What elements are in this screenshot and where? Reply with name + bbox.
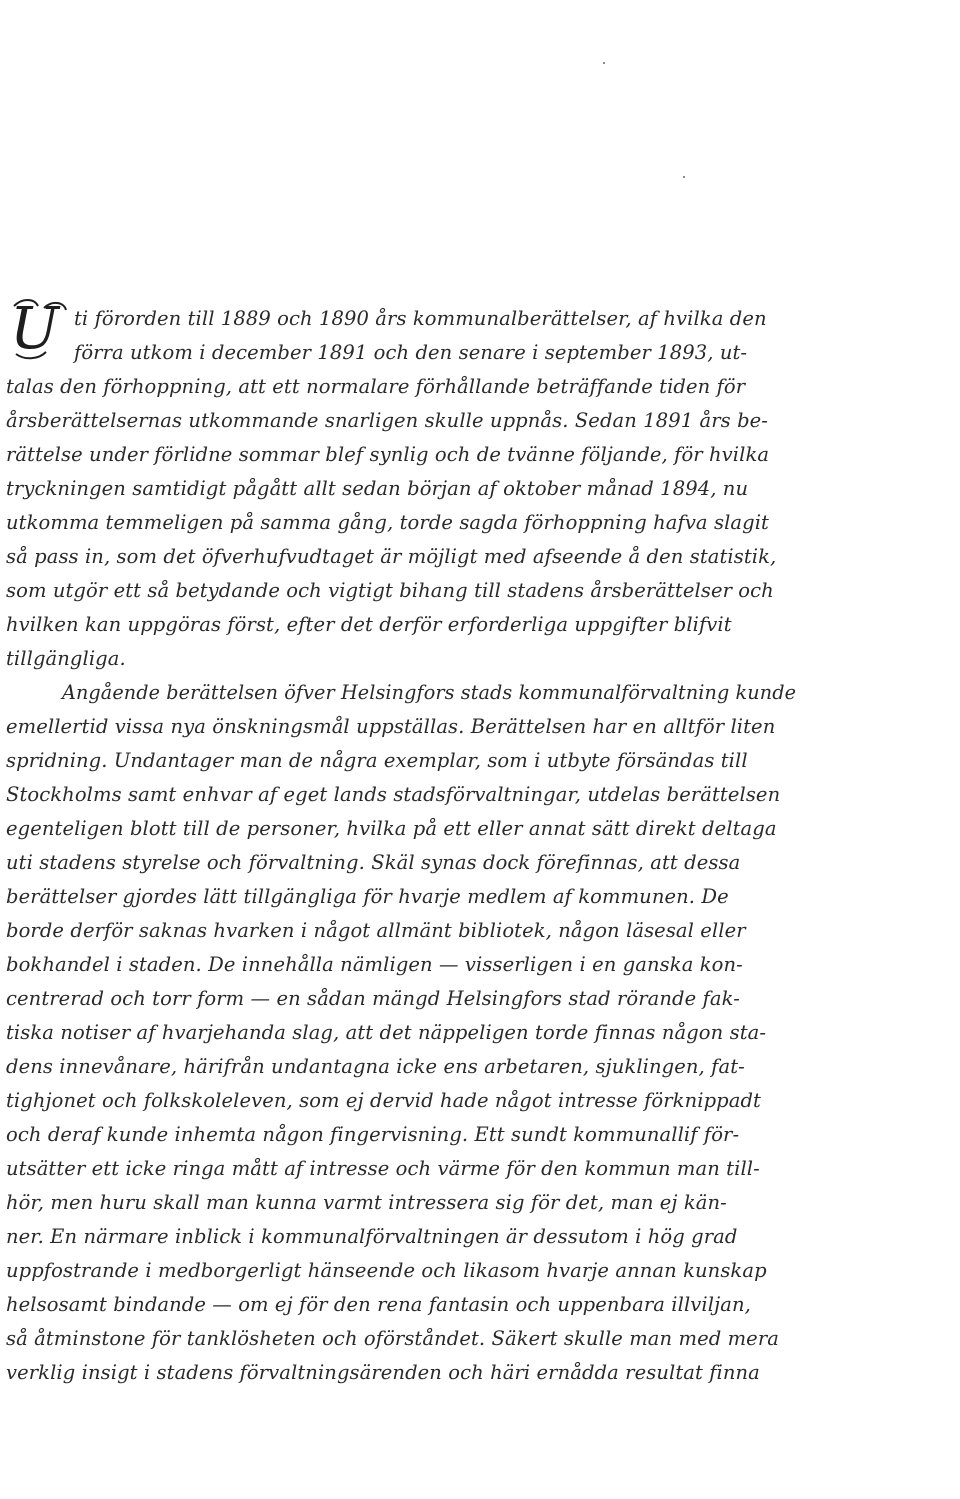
text-line: tillgängliga. <box>6 647 126 670</box>
initial-letter-glyph: U <box>10 296 59 362</box>
text-line: förra utkom i december 1891 och den senare i september 1893, ut- <box>74 341 748 364</box>
text-line: hör, men huru skall man kunna varmt intressera sig för det, man ej kän- <box>6 1191 727 1214</box>
paper-speck <box>603 62 605 64</box>
text-line: berättelser gjordes lätt tillgängliga för hvarje medlem af kommunen. De <box>6 885 729 908</box>
text-line: verklig insigt i stadens förvaltningsärenden och häri ernådda resultat finna <box>6 1361 760 1384</box>
text-line: så pass in, som det öfverhufvudtaget är möjligt med afseende å den statistik, <box>6 545 777 568</box>
text-line: talas den förhoppning, att ett normalare förhållande beträffande tiden för <box>6 375 746 398</box>
text-line: rättelse under förlidne sommar blef synlig och de tvänne följande, för hvilka <box>6 443 770 466</box>
text-line: Angående berättelsen öfver Helsingfors stads kommunalförvaltning kunde <box>62 681 797 704</box>
text-line: tryckningen samtidigt pågått allt sedan början af oktober månad 1894, nu <box>6 477 749 500</box>
text-line: hvilken kan uppgöras först, efter det derför erforderliga uppgifter blifvit <box>6 613 732 636</box>
text-line: egenteligen blott till de personer, hvilka på ett eller annat sätt direkt deltaga <box>6 817 777 840</box>
text-line: så åtminstone för tanklösheten och oförståndet. Säkert skulle man med mera <box>6 1327 779 1350</box>
text-line: uti stadens styrelse och förvaltning. Skäl synas dock förefinnas, att dessa <box>6 851 741 874</box>
text-line: bokhandel i staden. De innehålla nämligen — visserligen i en ganska kon- <box>6 953 743 976</box>
text-line: ti förorden till 1889 och 1890 års kommunalberättelser, af hvilka den <box>74 307 767 330</box>
text-line: utkomma temmeligen på samma gång, torde sagda förhoppning hafva slagit <box>6 511 769 534</box>
text-line: uppfostrande i medborgerligt hänseende och likasom hvarje annan kunskap <box>6 1259 767 1282</box>
text-line: Stockholms samt enhvar af eget lands stadsförvaltningar, utdelas berättelsen <box>6 783 781 806</box>
text-line: emellertid vissa nya önskningsmål uppställas. Berättelsen har en alltför liten <box>6 715 776 738</box>
text-line: utsätter ett icke ringa mått af intresse och värme för den kommun man till- <box>6 1157 760 1180</box>
paper-speck <box>683 176 685 178</box>
text-line: ner. En närmare inblick i kommunalförvaltningen är dessutom i hög grad <box>6 1225 738 1248</box>
text-line: årsberättelsernas utkommande snarligen skulle uppnås. Sedan 1891 års be- <box>6 409 768 432</box>
text-line: borde derför saknas hvarken i något allmänt bibliotek, någon läsesal eller <box>6 919 746 942</box>
text-line: och deraf kunde inhemta någon fingervisning. Ett sundt kommunallif för- <box>6 1123 740 1146</box>
text-line: centrerad och torr form — en sådan mängd Helsingfors stad rörande fak- <box>6 987 740 1010</box>
text-line: helsosamt bindande — om ej för den rena fantasin och uppenbara illviljan, <box>6 1293 751 1316</box>
text-line: dens innevånare, härifrån undantagna icke ens arbetaren, sjuklingen, fat- <box>6 1055 745 1078</box>
text-line: spridning. Undantager man de några exemplar, som i utbyte försändas till <box>6 749 748 772</box>
text-line: tighjonet och folkskoleleven, som ej dervid hade något intresse förknippadt <box>6 1089 761 1112</box>
text-line: tiska notiser af hvarjehanda slag, att det näppeligen torde finnas någon sta- <box>6 1021 767 1044</box>
text-line: som utgör ett så betydande och vigtigt bihang till stadens årsberättelser och <box>6 579 774 602</box>
